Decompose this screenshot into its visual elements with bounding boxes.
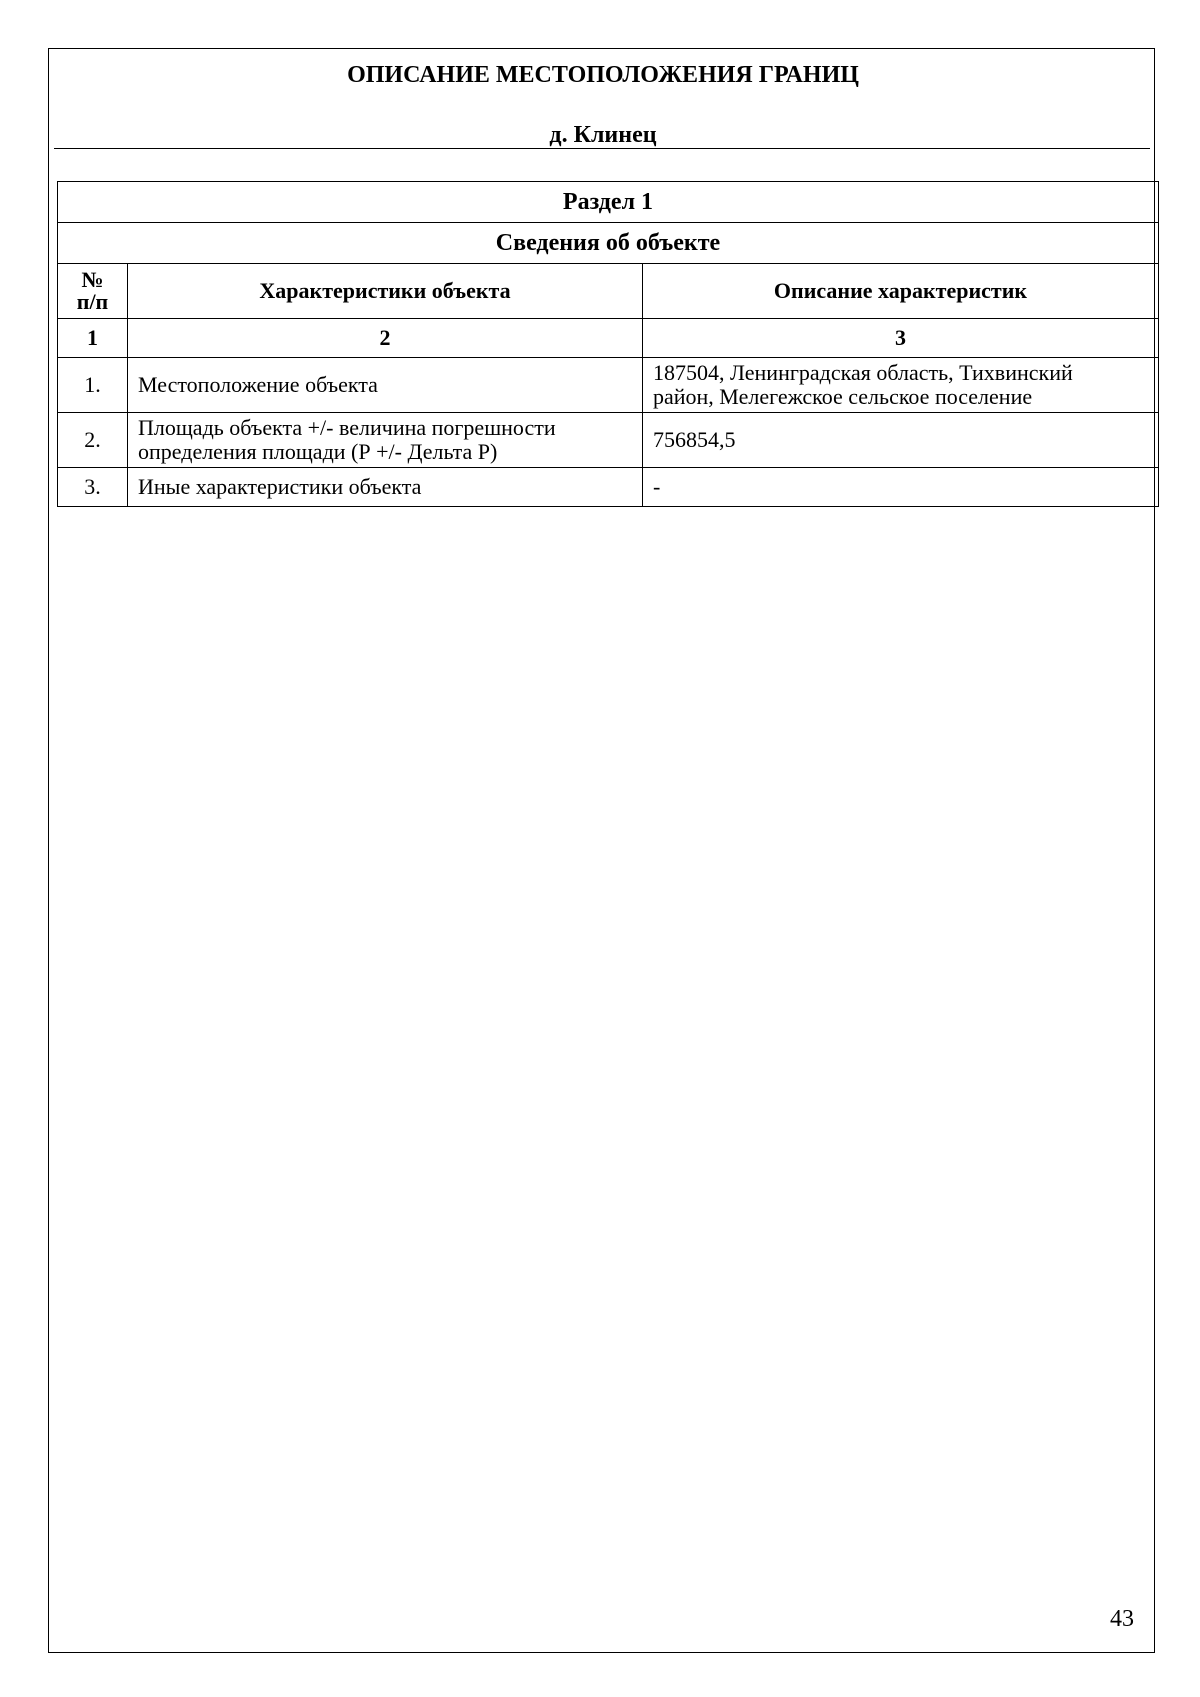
column-number-2: 2 — [128, 319, 643, 358]
column-number-1: 1 — [58, 319, 128, 358]
section-row — [58, 182, 1159, 223]
header-characteristic: Характеристики объекта — [128, 264, 643, 319]
row-description — [643, 358, 1159, 413]
row-characteristic-line2: определения площади (Р +/- Дельта Р) — [138, 439, 498, 464]
header-num-line1: № — [81, 267, 104, 292]
header-row — [58, 264, 1159, 319]
document-title: ОПИСАНИЕ МЕСТОПОЛОЖЕНИЯ ГРАНИЦ — [347, 62, 859, 88]
page-number: 43 — [1110, 1606, 1134, 1632]
header-num — [58, 264, 128, 319]
row-number: 1. — [58, 358, 128, 413]
row-characteristic-line1: Площадь объекта +/- величина погрешности — [138, 415, 556, 440]
row-characteristic — [128, 413, 643, 468]
title-divider — [54, 148, 1150, 149]
table-row — [58, 413, 1159, 468]
row-description: - — [643, 468, 1159, 507]
column-number-3: 3 — [643, 319, 1159, 358]
row-characteristic: Местоположение объекта — [128, 358, 643, 413]
document-subtitle: д. Клинец — [549, 122, 657, 148]
row-description-line2: район, Мелегежское сельское поселение — [653, 384, 1033, 409]
row-number: 3. — [58, 468, 128, 507]
header-num-line2: п/п — [76, 289, 109, 314]
row-description: 756854,5 — [643, 413, 1159, 468]
table-row — [58, 468, 1159, 507]
section-label: Раздел 1 — [58, 182, 1159, 223]
table-row — [58, 358, 1159, 413]
row-number: 2. — [58, 413, 128, 468]
object-info-table — [57, 181, 1159, 507]
row-characteristic: Иные характеристики объекта — [128, 468, 643, 507]
header-description: Описание характеристик — [643, 264, 1159, 319]
column-number-row — [58, 319, 1159, 358]
section-title-row — [58, 223, 1159, 264]
section-title: Сведения об объекте — [58, 223, 1159, 264]
row-description-line1: 187504, Ленинградская область, Тихвинский — [653, 360, 1073, 385]
